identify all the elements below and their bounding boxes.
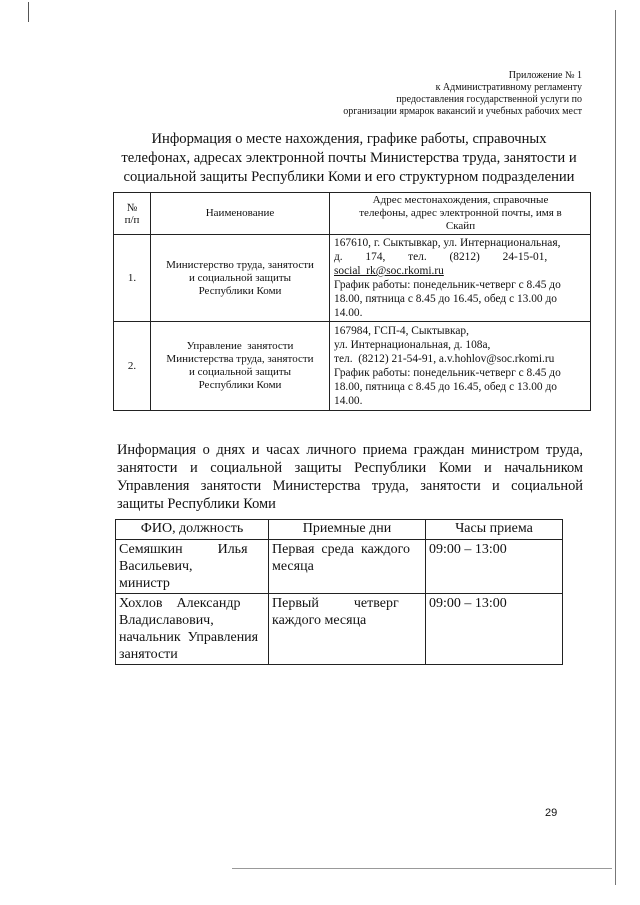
person-line: Хохлов Александр xyxy=(119,596,241,611)
header-address-line: Скайп xyxy=(445,220,476,232)
address-line: 14.00. xyxy=(334,395,363,407)
table-header-row xyxy=(114,193,591,235)
person-cell xyxy=(116,540,269,594)
person-line: занятости xyxy=(119,647,178,662)
person-line: Семяшкин Илья xyxy=(119,542,248,557)
address-line: График работы: понедельник-четверг с 8.45 до xyxy=(334,367,561,379)
row-name-line: и социальной защиты xyxy=(188,271,292,284)
days-cell xyxy=(269,594,426,665)
address-line: 18.00, пятница с 8.45 до 16.45, обед с 13.00 до xyxy=(334,293,557,305)
row-name-line: Управление занятости xyxy=(186,340,294,352)
person-line: Васильевич, xyxy=(119,559,193,574)
header-num xyxy=(114,193,151,235)
row-name-line: Республики Коми xyxy=(198,284,282,297)
row-name-line: Министерства труда, занятости xyxy=(166,353,314,365)
row-name-line: Республики Коми xyxy=(198,379,282,391)
days-line: каждого месяца xyxy=(272,613,367,628)
days-line: месяца xyxy=(272,559,314,574)
address-line: 14.00. xyxy=(334,307,363,319)
reception-table xyxy=(115,519,563,665)
address-line: тел. (8212) 21-54-91, a.v.hohlov@soc.rkomi.ru xyxy=(334,353,555,365)
appendix-line: Приложение № 1 xyxy=(508,70,582,81)
person-cell xyxy=(116,594,269,665)
row-name-line: и социальной защиты xyxy=(188,366,292,378)
header-address-line: телефоны, адрес электронной почты, имя в xyxy=(359,207,562,219)
reception-title-line: занятости и социальной защиты Республики Коми и начальником xyxy=(117,460,583,476)
address-line: 167984, ГСП-4, Сыктывкар, xyxy=(334,325,469,337)
days-line: Первый четверг xyxy=(272,596,399,611)
row-name xyxy=(151,322,330,411)
address-line: д. 174, тел. (8212) 24-15-01, xyxy=(334,251,548,263)
row-address xyxy=(330,322,591,411)
person-line: начальник Управления xyxy=(119,630,259,645)
appendix-line: предоставления государственной услуги по xyxy=(396,94,582,105)
person-line: министр xyxy=(119,576,170,591)
appendix-line: организации ярмарок вакансий и учебных рабочих мест xyxy=(343,106,582,117)
row-name xyxy=(151,235,330,322)
reception-title xyxy=(117,441,583,513)
hours-cell: 09:00 – 13:00 xyxy=(426,540,563,594)
reception-title-line: Управления занятости Министерства труда, занятости и социальной xyxy=(117,478,583,494)
days-cell xyxy=(269,540,426,594)
info-title xyxy=(108,130,590,187)
appendix-header xyxy=(282,70,582,118)
header-hours: Часы приема xyxy=(426,520,563,540)
header-person: ФИО, должность xyxy=(116,520,269,540)
address-line: 167610, г. Сыктывкар, ул. Интернациональная, xyxy=(334,237,561,249)
page-number: 29 xyxy=(545,807,558,819)
reception-title-line: защиты Республики Коми xyxy=(117,496,276,512)
contacts-table xyxy=(113,192,591,411)
header-name: Наименование xyxy=(151,193,330,235)
scan-bottom-line xyxy=(232,868,612,869)
address-line: График работы: понедельник-четверг с 8.45 до xyxy=(334,279,561,291)
table-row xyxy=(116,540,563,594)
row-name-line: Министерство труда, занятости xyxy=(166,258,314,271)
email-link[interactable]: social_rk@soc.rkomi.ru xyxy=(334,265,444,277)
days-line: Первая среда каждого xyxy=(272,542,410,557)
header-num-line: № xyxy=(126,201,138,214)
header-num-line: п/п xyxy=(124,213,140,226)
header-address-line: Адрес местонахождения, справочные xyxy=(372,194,549,206)
table-row xyxy=(114,235,591,322)
table-row xyxy=(114,322,591,411)
row-num: 2. xyxy=(114,322,151,411)
address-line: ул. Интернациональная, д. 108а, xyxy=(334,339,491,351)
scan-edge-mark xyxy=(28,2,29,22)
scan-edge-line xyxy=(615,10,616,885)
header-address xyxy=(330,193,591,235)
reception-title-line: Информация о днях и часах личного приема граждан министром труда, xyxy=(117,442,583,458)
address-line: 18.00, пятница с 8.45 до 16.45, обед с 13.00 до xyxy=(334,381,557,393)
table-header-row xyxy=(116,520,563,540)
header-days: Приемные дни xyxy=(269,520,426,540)
info-title-line: телефонах, адресах электронной почты Министерства труда, занятости и xyxy=(121,150,577,166)
table-row xyxy=(116,594,563,665)
person-line: Владиславович, xyxy=(119,613,214,628)
row-num: 1. xyxy=(114,235,151,322)
hours-cell: 09:00 – 13:00 xyxy=(426,594,563,665)
info-title-line: Информация о месте нахождения, графике работы, справочных xyxy=(151,131,547,147)
appendix-line: к Административному регламенту xyxy=(435,82,582,93)
row-address xyxy=(330,235,591,322)
info-title-line: социальной защиты Республики Коми и его структурном подразделении xyxy=(123,169,575,185)
